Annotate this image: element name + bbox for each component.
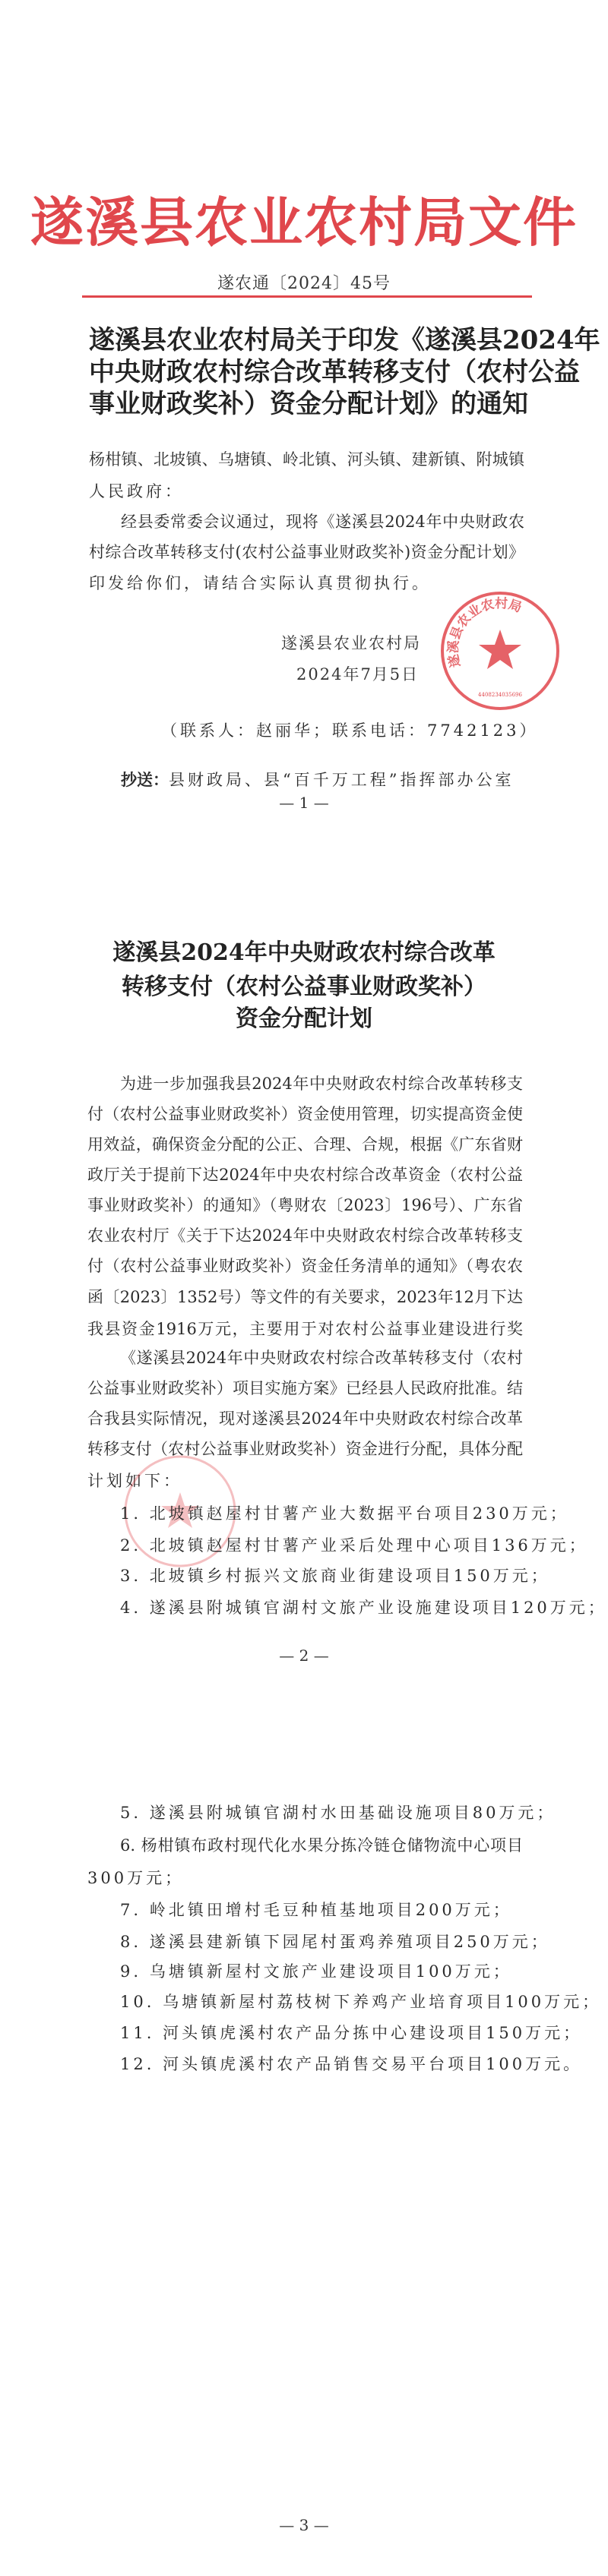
- body-line: 用效益，确保资金分配的公正、合理、合规，根据《广东省财: [87, 1135, 523, 1154]
- allocation-item: 8. 遂溪县建新镇下园尾村蛋鸡养殖项目250万元；: [120, 1933, 550, 1951]
- cc-line: [121, 769, 514, 791]
- body-line: 合我县实际情况，现对遂溪县2024年中央财政农村综合改革: [87, 1410, 523, 1428]
- document-header-title: 遂溪县农业农村局文件: [30, 191, 578, 254]
- seal-code: 4408234035696: [478, 692, 522, 698]
- plan-title-line: 遂溪县2024年中央财政农村综合改革: [112, 939, 496, 966]
- body-line: 转移支付（农村公益事业财政奖补）资金进行分配，具体分配: [87, 1440, 523, 1458]
- body-line: 计划如下：: [87, 1472, 182, 1490]
- body-line: 为进一步加强我县2024年中央财政农村综合改革转移支: [120, 1075, 523, 1093]
- body-line: 公益事业财政奖补）项目实施方案》已经县人民政府批准。结: [87, 1379, 523, 1397]
- allocation-item-continued: 300万元；: [87, 1869, 185, 1887]
- body-line: 函〔2023〕1352号）等文件的有关要求，2023年12月下达: [87, 1288, 523, 1306]
- signature-date: 2024年7月5日: [296, 665, 420, 683]
- allocation-item: 7. 岭北镇田增村毛豆种植基地项目200万元；: [120, 1901, 512, 1919]
- cc-label: 抄送：: [121, 770, 169, 789]
- allocation-item: 1. 北坡镇赵屋村甘薯产业大数据平台项目230万元；: [120, 1504, 569, 1523]
- notice-title-line: 事业财政奖补）资金分配计划》的通知: [89, 389, 528, 419]
- notice-title-line: 遂溪县农业农村局关于印发《遂溪县2024年: [89, 325, 600, 355]
- allocation-item: 12. 河头镇虎溪村农产品销售交易平台项目100万元。: [120, 2055, 583, 2073]
- red-divider: [82, 295, 532, 298]
- allocation-item: 3. 北坡镇乡村振兴文旅商业街建设项目150万元；: [120, 1567, 550, 1585]
- page-number: — 1 —: [279, 794, 329, 812]
- addressee-line: 杨柑镇、北坡镇、乌塘镇、岭北镇、河头镇、建新镇、附城镇: [89, 450, 524, 469]
- allocation-item: 9. 乌塘镇新屋村文旅产业建设项目100万元；: [120, 1962, 512, 1981]
- body-line: 我县资金1916万元，主要用于对农村公益事业建设进行奖: [87, 1320, 523, 1338]
- body-line: 付（农村公益事业财政奖补）资金任务清单的通知》（粤农农: [87, 1257, 523, 1275]
- allocation-item: 6. 杨柑镇布政村现代化水果分拣冷链仓储物流中心项目: [120, 1836, 523, 1855]
- body-line: 印发给你们，请结合实际认真贯彻执行。: [89, 574, 431, 592]
- notice-title-line: 中央财政农村综合改革转移支付（农村公益: [89, 357, 580, 387]
- body-line: 事业财政奖补）的通知》（粤财农〔2023〕196号）、广东省: [87, 1196, 523, 1214]
- body-line: 政厅关于提前下达2024年中央农村综合改革资金（农村公益: [87, 1166, 523, 1184]
- official-seal-icon: [439, 590, 561, 712]
- allocation-item: 5. 遂溪县附城镇官湖村水田基础设施项目80万元；: [120, 1804, 556, 1822]
- body-line: 《遂溪县2024年中央财政农村综合改革转移支付（农村: [120, 1349, 523, 1367]
- document-number: 遂农通〔2024〕45号: [217, 274, 391, 293]
- body-line: 农业农村厅《关于下达2024年中央财政农村综合改革转移支: [87, 1226, 523, 1245]
- plan-title-line: 资金分配计划: [236, 1005, 372, 1032]
- page-number: — 3 —: [279, 2516, 329, 2534]
- allocation-item: 10. 乌塘镇新屋村荔枝树下养鸡产业培育项目100万元；: [120, 1993, 602, 2011]
- svg-text:遂溪县农业农村局: [445, 595, 524, 669]
- signature-organization: 遂溪县农业农村局: [281, 634, 421, 652]
- body-line: 村综合改革转移支付(农村公益事业财政奖补)资金分配计划》: [89, 543, 524, 561]
- plan-title-line: 转移支付（农村公益事业财政奖补）: [122, 974, 486, 1000]
- addressee-line: 人民政府：: [89, 482, 184, 500]
- allocation-item: 4. 遂溪县附城镇官湖村文旅产业设施建设项目120万元；: [120, 1599, 607, 1617]
- allocation-item: 2. 北坡镇赵屋村甘薯产业采后处理中心项目136万元；: [120, 1536, 588, 1555]
- cc-recipients: 县财政局、县“百千万工程”指挥部办公室: [169, 771, 515, 789]
- body-line: 付（农村公益事业财政奖补）资金使用管理，切实提高资金使: [87, 1105, 523, 1123]
- contact-info: （联系人：赵丽华；联系电话：7742123）: [161, 721, 539, 740]
- body-line: 经县委常委会议通过，现将《遂溪县2024年中央财政农: [121, 513, 524, 531]
- seal-text: 遂溪县农业农村局: [445, 596, 524, 669]
- allocation-item: 11. 河头镇虎溪村农产品分拣中心建设项目150万元；: [120, 2024, 583, 2042]
- page-number: — 2 —: [279, 1646, 329, 1665]
